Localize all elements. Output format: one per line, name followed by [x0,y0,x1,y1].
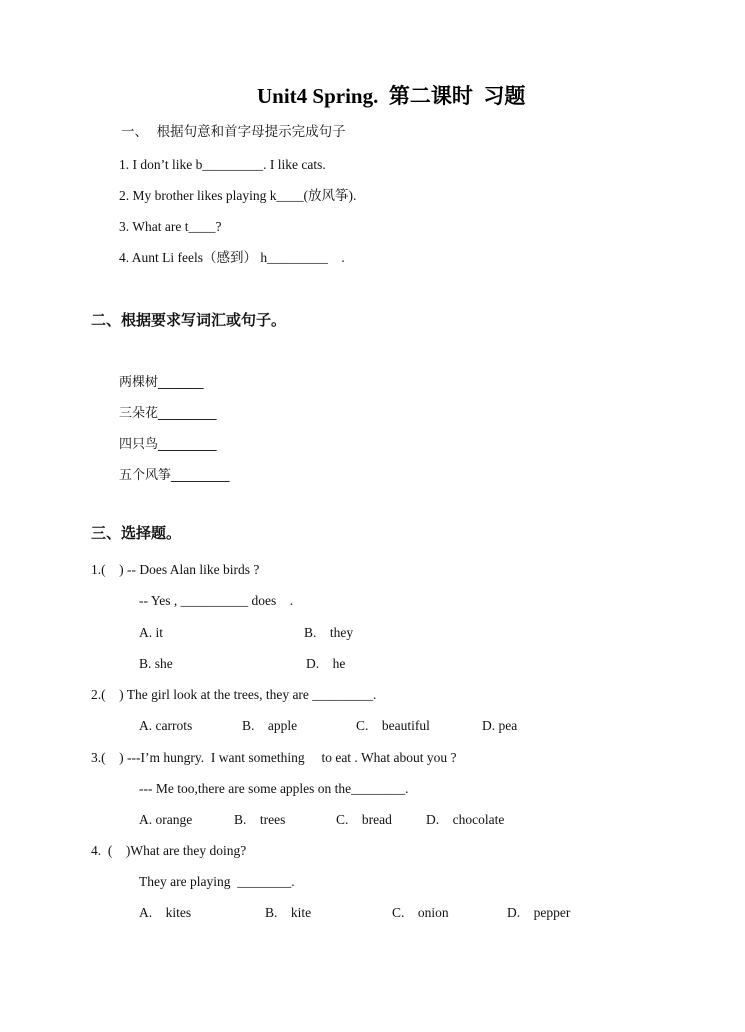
section1-item-2: 2. My brother likes playing k____(放风筝). [119,188,357,203]
section2-item-3: 四只鸟_________ [119,437,217,452]
section1-heading: 一、 根据句意和首字母提示完成句子 [121,124,346,140]
question-2-option-c: C. beautiful [356,718,430,733]
question-3-option-c: C. bread [336,812,392,827]
question-4-option-c: C. onion [392,905,449,920]
section2-item-2: 三朵花_________ [119,406,217,421]
question-2-option-d: D. pea [482,718,518,733]
section2-item-4: 五个风筝_________ [119,468,230,483]
question-1-option-a: A. it [139,625,164,640]
section1-item-4: 4. Aunt Li feels（感到） h_________ . [119,250,345,265]
section3-heading: 三、选择题。 [91,524,182,542]
section2-item-1: 两棵树_______ [119,375,204,390]
section1-item-1: 1. I don’t like b_________. I like cats. [119,157,326,172]
question-4-option-a: A. kites [139,905,192,920]
section2-heading: 二、根据要求写词汇或句子。 [91,311,287,329]
section1-item-3: 3. What are t____? [119,219,222,234]
question-2-stem: 2.( ) The girl look at the trees, they are _________. [91,687,377,702]
page-title: Unit4 Spring. 第二课时 习题 [257,84,526,108]
question-3-answer-line: --- Me too,there are some apples on the________. [139,781,409,796]
question-2-option-a: A. carrots [139,718,193,733]
question-1-option-b: B. they [304,625,354,640]
question-2-option-b: B. apple [242,718,298,733]
question-1-stem: 1.( ) -- Does Alan like birds ? [91,562,260,577]
question-4-option-d: D. pepper [507,905,571,920]
question-3-stem: 3.( ) ---I’m hungry. I want something to eat . What about you ? [91,750,457,765]
question-4-stem: 4. ( )What are they doing? [91,843,247,858]
question-1-answer-line: -- Yes , __________ does . [139,593,294,608]
question-3-option-d: D. chocolate [426,812,505,827]
question-1-option-c: B. she [139,656,173,671]
question-3-option-b: B. trees [234,812,286,827]
question-4-option-b: B. kite [265,905,312,920]
question-4-answer-line: They are playing ________. [139,874,295,889]
question-3-option-a: A. orange [139,812,193,827]
question-1-option-d: D. he [306,656,346,671]
